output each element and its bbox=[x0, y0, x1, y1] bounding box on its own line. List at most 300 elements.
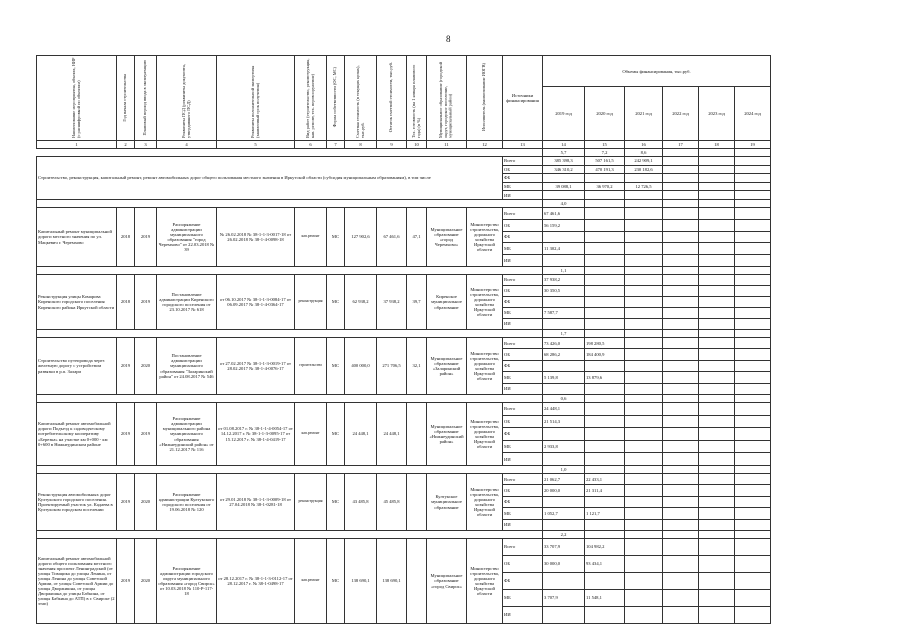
header-psd: Реквизиты ПСД (реквизиты документа, утвердившего ПСД) bbox=[157, 56, 217, 141]
fin-value bbox=[735, 338, 771, 349]
fin-value bbox=[625, 539, 663, 556]
fin-value bbox=[735, 372, 771, 383]
fin-value bbox=[543, 319, 585, 330]
ref-value: 1,7 bbox=[543, 330, 585, 338]
project-name: Капитальный ремонт автомобильной дороги Подъезд к садоводческому потребительскому кооперативу «Березка» на участке км 0+000 - км 0+600 в Нижнеудинском районе bbox=[37, 403, 117, 466]
fin-value bbox=[663, 539, 699, 556]
fin-value bbox=[543, 428, 585, 441]
fin-value: 37 938,2 bbox=[543, 275, 585, 286]
fin-value bbox=[663, 519, 699, 530]
fin-value bbox=[735, 496, 771, 507]
start-year: 2018 bbox=[117, 208, 135, 267]
section-total-row bbox=[37, 157, 771, 166]
fin-source: ФБ bbox=[503, 174, 543, 183]
fin-value bbox=[663, 556, 699, 573]
fin-value bbox=[735, 165, 771, 174]
psd-details: Распоряжение администрации муниципального образования "город Черемхово" от 22.03.2018 № 39 bbox=[157, 208, 217, 267]
fin-value: 39 088,1 bbox=[543, 182, 585, 191]
header-municipality: Муниципальное образование (городской округ, городское поселение, муниципальный район) bbox=[427, 56, 467, 141]
fin-source: МБ bbox=[503, 440, 543, 453]
fin-value: 93 434,1 bbox=[585, 556, 625, 573]
fin-value: 470 191,3 bbox=[585, 165, 625, 174]
project-ref-row bbox=[37, 200, 771, 208]
fin-value: 73 426,0 bbox=[543, 338, 585, 349]
remaining-cost: 67 461,6 bbox=[377, 208, 407, 267]
fin-value: 346 310,2 bbox=[543, 165, 585, 174]
ownership: МС bbox=[327, 338, 345, 395]
fin-value bbox=[585, 286, 625, 297]
project-fin-row bbox=[37, 539, 771, 556]
year-2019: 2019 год bbox=[543, 87, 585, 141]
fin-value bbox=[625, 231, 663, 243]
fin-value bbox=[663, 191, 699, 200]
fin-value bbox=[625, 496, 663, 507]
fin-value bbox=[735, 519, 771, 530]
fin-value bbox=[585, 208, 625, 220]
fin-value: 3 707,9 bbox=[543, 590, 585, 607]
year-2021: 2021 год bbox=[625, 87, 663, 141]
fin-value bbox=[699, 403, 735, 416]
fin-value bbox=[735, 453, 771, 466]
fin-value bbox=[735, 286, 771, 297]
fin-value bbox=[543, 174, 585, 183]
fin-source: ИИ bbox=[503, 319, 543, 330]
expertise-details: от 01.08.2017 г. № 38-1-1-4-0054-17 от 14.12.2017 г. № 38-1-1-3-0095-17 от 15.12.2017 г. № 38-1-4-0419-17 bbox=[217, 403, 295, 466]
fin-value bbox=[699, 297, 735, 308]
fin-value bbox=[699, 556, 735, 573]
start-year: 2019 bbox=[117, 474, 135, 531]
fin-value bbox=[585, 219, 625, 231]
fin-value bbox=[585, 174, 625, 183]
column-number: 9 bbox=[377, 141, 407, 149]
executor: Министерство строительства, дорожного хозяйства Иркутской области bbox=[467, 474, 503, 531]
fin-value: 7 587,7 bbox=[543, 308, 585, 319]
fin-value bbox=[585, 415, 625, 428]
fin-value: 1 052,7 bbox=[543, 508, 585, 519]
expertise-details: от 27.02.2017 № 38-1-1-3-0019-17 от 28.02.2017 № 38-1-4-0076-17 bbox=[217, 338, 295, 395]
fin-value bbox=[735, 191, 771, 200]
fin-value bbox=[699, 338, 735, 349]
psd-details: Постановление администрации муниципального образования "Заларинский район" от 24.08.2017 № 546 bbox=[157, 338, 217, 395]
expertise-details: № 26.02.2018 № 38-1-1-3-0017-18 от 26.02.2018 № 38-1-4-0098-18 bbox=[217, 208, 295, 267]
fin-value bbox=[699, 243, 735, 255]
fin-value bbox=[625, 243, 663, 255]
fin-value bbox=[699, 539, 735, 556]
fin-value: 507 161,5 bbox=[585, 157, 625, 166]
psd-details: Распоряжение администрации городского округа муниципального образования «город Свирск» от 10.03.2018 № 110-Р-117-18 bbox=[157, 539, 217, 624]
column-number: 4 bbox=[157, 141, 217, 149]
fin-value: 33 707,9 bbox=[543, 539, 585, 556]
fin-source: ИИ bbox=[503, 191, 543, 200]
financing-table bbox=[36, 55, 771, 624]
readiness: 32,1 bbox=[407, 338, 427, 395]
fin-value bbox=[585, 191, 625, 200]
column-number: 12 bbox=[467, 141, 503, 149]
executor: Министерство строительства, дорожного хозяйства Иркутской области bbox=[467, 208, 503, 267]
fin-value bbox=[699, 496, 735, 507]
fin-value bbox=[625, 453, 663, 466]
fin-source: Всего bbox=[503, 338, 543, 349]
column-number: 8 bbox=[345, 141, 377, 149]
municipality: Муниципальное образование «Нижнеудинский район» bbox=[427, 403, 467, 466]
fin-value bbox=[625, 519, 663, 530]
column-number: 15 bbox=[585, 141, 625, 149]
column-number: 11 bbox=[427, 141, 467, 149]
fin-source: ОБ bbox=[503, 286, 543, 297]
project-name: Реконструкция автомобильных дорог Култукского городского поселения. Проектируемый участок ул. Кадаева в Култукском городском поселении bbox=[37, 474, 117, 531]
fin-value bbox=[699, 440, 735, 453]
fin-value: 36 970,2 bbox=[585, 182, 625, 191]
ownership: МС bbox=[327, 539, 345, 624]
header-expertise: Реквизиты положительной экспертизы (заявленный срок получения) bbox=[217, 56, 295, 141]
end-year: 2020 bbox=[135, 474, 157, 531]
column-number: 10 bbox=[407, 141, 427, 149]
fin-source: Всего bbox=[503, 474, 543, 485]
fin-value: 21 514,3 bbox=[543, 415, 585, 428]
expertise-details: от 29.01.2018 № 38-1-1-3-0009-18 от 27.04.2018 № 38-1-0281-18 bbox=[217, 474, 295, 531]
column-number: 5 bbox=[217, 141, 295, 149]
fin-value: 104 982,2 bbox=[585, 539, 625, 556]
ref-value: 8,6 bbox=[625, 149, 663, 157]
fin-value bbox=[625, 428, 663, 441]
psd-details: Распоряжение администрации Култукского городского поселения от 19.06.2018 № 120 bbox=[157, 474, 217, 531]
header-row bbox=[37, 56, 771, 87]
fin-value bbox=[663, 208, 699, 220]
fin-source: ИИ bbox=[503, 519, 543, 530]
fin-value bbox=[663, 360, 699, 371]
fin-value: 230 182,6 bbox=[625, 165, 663, 174]
fin-value bbox=[543, 255, 585, 267]
ownership: МС bbox=[327, 275, 345, 330]
fin-value bbox=[699, 157, 735, 166]
fin-source: Всего bbox=[503, 539, 543, 556]
project-ref-row bbox=[37, 267, 771, 275]
fin-value bbox=[699, 208, 735, 220]
fin-value bbox=[663, 403, 699, 416]
fin-value: 20 000,0 bbox=[543, 485, 585, 496]
header-start-year: Год начала строительства bbox=[117, 56, 135, 141]
fin-value bbox=[663, 231, 699, 243]
fin-value bbox=[625, 174, 663, 183]
fin-value bbox=[625, 485, 663, 496]
start-year: 2019 bbox=[117, 338, 135, 395]
section-title: Строительство, реконструкция, капитальный ремонт, ремонт автомобильных дорог общего пользования местного значения в Иркутской области (субсидия муниципальным образованиям), в том числе bbox=[37, 157, 503, 200]
fin-value bbox=[699, 474, 735, 485]
estimated-cost: 127 902,6 bbox=[345, 208, 377, 267]
fin-value bbox=[735, 590, 771, 607]
fin-value bbox=[625, 255, 663, 267]
fin-source: ОБ bbox=[503, 219, 543, 231]
remaining-cost: 271 706,5 bbox=[377, 338, 407, 395]
fin-value: 67 461,6 bbox=[543, 208, 585, 220]
fin-value bbox=[699, 182, 735, 191]
start-year: 2019 bbox=[117, 539, 135, 624]
fin-value bbox=[585, 519, 625, 530]
header-readiness: Тех. готовность (на 1 января планового года) (в %) bbox=[407, 56, 427, 141]
fin-value bbox=[735, 182, 771, 191]
fin-value bbox=[663, 182, 699, 191]
fin-value bbox=[663, 508, 699, 519]
header-estimated-cost: Сметная стоимость (в текущих ценах), тыс.руб. bbox=[345, 56, 377, 141]
header-work-type: Вид работ (строительство, реконструкция, кап. ремонт, тех. перевооружение) bbox=[295, 56, 327, 141]
fin-source: ОБ bbox=[503, 556, 543, 573]
fin-value: 12 726,5 bbox=[625, 182, 663, 191]
fin-value bbox=[735, 349, 771, 360]
fin-source: ФБ bbox=[503, 428, 543, 441]
fin-value bbox=[543, 496, 585, 507]
fin-value bbox=[699, 219, 735, 231]
fin-value bbox=[543, 360, 585, 371]
fin-value bbox=[699, 231, 735, 243]
fin-value: 2 933,8 bbox=[543, 440, 585, 453]
fin-value bbox=[735, 440, 771, 453]
fin-value bbox=[625, 415, 663, 428]
fin-value bbox=[663, 338, 699, 349]
fin-value bbox=[585, 440, 625, 453]
fin-value bbox=[585, 231, 625, 243]
fin-value bbox=[625, 297, 663, 308]
fin-value: 68 286,2 bbox=[543, 349, 585, 360]
fin-value bbox=[543, 383, 585, 394]
readiness bbox=[407, 539, 427, 624]
column-number: 1 bbox=[37, 141, 117, 149]
fin-source: Всего bbox=[503, 208, 543, 220]
fin-value bbox=[699, 308, 735, 319]
column-number: 14 bbox=[543, 141, 585, 149]
fin-value bbox=[585, 453, 625, 466]
end-year: 2019 bbox=[135, 403, 157, 466]
year-2020: 2020 год bbox=[585, 87, 625, 141]
fin-value bbox=[585, 403, 625, 416]
fin-value bbox=[735, 174, 771, 183]
fin-value bbox=[735, 573, 771, 590]
fin-value bbox=[699, 275, 735, 286]
fin-value bbox=[585, 383, 625, 394]
fin-value bbox=[735, 360, 771, 371]
fin-value bbox=[625, 607, 663, 624]
fin-value: 21 062,7 bbox=[543, 474, 585, 485]
fin-source: ОБ bbox=[503, 415, 543, 428]
fin-source: ОБ bbox=[503, 349, 543, 360]
fin-value bbox=[735, 275, 771, 286]
project-ref-row bbox=[37, 395, 771, 403]
fin-value bbox=[663, 297, 699, 308]
fin-value bbox=[663, 485, 699, 496]
fin-value bbox=[663, 243, 699, 255]
fin-value bbox=[699, 415, 735, 428]
fin-value bbox=[625, 191, 663, 200]
fin-value bbox=[663, 428, 699, 441]
fin-value bbox=[663, 474, 699, 485]
fin-value bbox=[735, 231, 771, 243]
fin-value bbox=[663, 383, 699, 394]
start-year: 2018 bbox=[117, 275, 135, 330]
fin-value bbox=[735, 607, 771, 624]
fin-value bbox=[663, 372, 699, 383]
fin-value bbox=[585, 243, 625, 255]
remaining-cost: 24 448,1 bbox=[377, 403, 407, 466]
remaining-cost: 45 485,8 bbox=[377, 474, 407, 531]
fin-value bbox=[625, 360, 663, 371]
estimated-cost: 62 938,2 bbox=[345, 275, 377, 330]
fin-value bbox=[625, 590, 663, 607]
fin-value bbox=[663, 415, 699, 428]
column-number: 19 bbox=[735, 141, 771, 149]
fin-source: ИИ bbox=[503, 383, 543, 394]
fin-value: 56 159,2 bbox=[543, 219, 585, 231]
ownership: МС bbox=[327, 403, 345, 466]
fin-source: ИИ bbox=[503, 453, 543, 466]
end-year: 2020 bbox=[135, 539, 157, 624]
fin-source: МБ bbox=[503, 590, 543, 607]
fin-value bbox=[699, 519, 735, 530]
fin-value bbox=[663, 165, 699, 174]
fin-value bbox=[543, 607, 585, 624]
fin-value bbox=[699, 573, 735, 590]
ownership: МС bbox=[327, 474, 345, 531]
fin-source: ИИ bbox=[503, 255, 543, 267]
column-number: 2 bbox=[117, 141, 135, 149]
fin-value: 184 400,9 bbox=[585, 349, 625, 360]
end-year: 2020 bbox=[135, 338, 157, 395]
municipality: Муниципальное образование «Заларинский район» bbox=[427, 338, 467, 395]
fin-value bbox=[699, 360, 735, 371]
header-fin-source: Источники финансирования bbox=[503, 56, 543, 141]
fin-value bbox=[543, 519, 585, 530]
fin-value bbox=[699, 508, 735, 519]
fin-value bbox=[663, 590, 699, 607]
fin-value bbox=[625, 383, 663, 394]
expertise-details: от 28.12.2017 г. № 38-1-1-3-0112-17 от 28.12.2017 г. № 38-1-0498-17 bbox=[217, 539, 295, 624]
work-type: реконструкция bbox=[295, 474, 327, 531]
fin-value bbox=[585, 308, 625, 319]
readiness bbox=[407, 403, 427, 466]
project-ref-row bbox=[37, 330, 771, 338]
fin-value: 5 139,8 bbox=[543, 372, 585, 383]
fin-value bbox=[585, 496, 625, 507]
fin-value bbox=[663, 157, 699, 166]
fin-value bbox=[735, 208, 771, 220]
project-ref-row bbox=[37, 466, 771, 474]
fin-source: МБ bbox=[503, 243, 543, 255]
fin-value bbox=[585, 319, 625, 330]
fin-source: ИИ bbox=[503, 607, 543, 624]
municipality: Муниципальное образование «город Свирск» bbox=[427, 539, 467, 624]
fin-value bbox=[735, 297, 771, 308]
ref-value: 7,2 bbox=[585, 149, 625, 157]
executor: Министерство строительства, дорожного хозяйства Иркутской области bbox=[467, 403, 503, 466]
fin-value: 11 548,1 bbox=[585, 590, 625, 607]
fin-value bbox=[585, 297, 625, 308]
header-fin-title: Объемы финансирования, тыс.руб. bbox=[543, 56, 771, 87]
fin-value bbox=[735, 485, 771, 496]
column-number-row bbox=[37, 141, 771, 149]
fin-value bbox=[699, 372, 735, 383]
fin-value: 198 280,5 bbox=[585, 338, 625, 349]
fin-source: ОБ bbox=[503, 485, 543, 496]
municipality: Киренское муниципальное образование bbox=[427, 275, 467, 330]
fin-source: Всего bbox=[503, 403, 543, 416]
fin-value bbox=[663, 219, 699, 231]
ref-value: 1,1 bbox=[543, 267, 585, 275]
project-fin-row bbox=[37, 275, 771, 286]
ref-value: 2,2 bbox=[543, 531, 585, 539]
fin-source: ФБ bbox=[503, 496, 543, 507]
municipality: Култукское муниципальное образование bbox=[427, 474, 467, 531]
column-number: 6 bbox=[295, 141, 327, 149]
ref-value: 5,7 bbox=[543, 149, 585, 157]
ref-value: 0,6 bbox=[543, 395, 585, 403]
header-executor: Исполнитель (наименование ИОГВ) bbox=[467, 56, 503, 141]
fin-value bbox=[625, 286, 663, 297]
project-fin-row bbox=[37, 338, 771, 349]
fin-value: 13 879,6 bbox=[585, 372, 625, 383]
fin-value bbox=[663, 496, 699, 507]
municipality: Муниципальное образование «город Черемхово» bbox=[427, 208, 467, 267]
project-fin-row bbox=[37, 474, 771, 485]
fin-value: 22 433,1 bbox=[585, 474, 625, 485]
fin-source: ФБ bbox=[503, 297, 543, 308]
fin-value bbox=[735, 508, 771, 519]
estimated-cost: 138 690,1 bbox=[345, 539, 377, 624]
fin-value bbox=[663, 440, 699, 453]
fin-value bbox=[663, 607, 699, 624]
fin-value: 24 448,1 bbox=[543, 403, 585, 416]
fin-value bbox=[699, 485, 735, 496]
fin-source: ОБ bbox=[503, 165, 543, 174]
expertise-details: от 06.10.2017 № 38-1-1-3-0084-17 от 06.09.2017 № 38-1-4-0364-17 bbox=[217, 275, 295, 330]
fin-value bbox=[699, 607, 735, 624]
project-name: Строительство путепровода через железную дорогу с устройством развязки в р.п. Залари bbox=[37, 338, 117, 395]
fin-value bbox=[735, 556, 771, 573]
executor: Министерство строительства, дорожного хозяйства Иркутской области bbox=[467, 338, 503, 395]
header-commission-period: Плановый период ввода в эксплуатацию bbox=[135, 56, 157, 141]
fin-source: МБ bbox=[503, 372, 543, 383]
start-year: 2019 bbox=[117, 403, 135, 466]
remaining-cost: 37 938,2 bbox=[377, 275, 407, 330]
executor: Министерство строительства, дорожного хозяйства Иркутской области bbox=[467, 539, 503, 624]
fin-source: Всего bbox=[503, 157, 543, 166]
project-name: Капитальный ремонт автомобильной дороги общего пользования местного значения проспект Ленинградский (от улицы Тимщика до улицы Ленина, от улицы Ленина до улицы Советской Армии, от улицы Советской Армии до улицы Дворжишна, от улицы Дворжишна до улицы Бабкина, от улицы Бабкина до АТП) в г. Свирске (2 этап) bbox=[37, 539, 117, 624]
fin-value bbox=[663, 453, 699, 466]
psd-details: Распоряжение администрации муниципального района муниципального образования «Нижнеудинский район» от 21.12.2017 № 116 bbox=[157, 403, 217, 466]
fin-source: Всего bbox=[503, 275, 543, 286]
fin-value bbox=[663, 174, 699, 183]
fin-value bbox=[735, 243, 771, 255]
fin-value bbox=[735, 219, 771, 231]
fin-value bbox=[699, 165, 735, 174]
fin-value bbox=[543, 453, 585, 466]
ref-value: 4,0 bbox=[543, 200, 585, 208]
fin-value bbox=[699, 453, 735, 466]
fin-value bbox=[625, 308, 663, 319]
fin-value bbox=[735, 157, 771, 166]
fin-value bbox=[735, 255, 771, 267]
end-year: 2019 bbox=[135, 208, 157, 267]
ref-value: 1,0 bbox=[543, 466, 585, 474]
fin-value bbox=[663, 308, 699, 319]
end-year: 2019 bbox=[135, 275, 157, 330]
fin-value bbox=[585, 275, 625, 286]
fin-value bbox=[699, 319, 735, 330]
fin-value bbox=[699, 349, 735, 360]
executor: Министерство строительства, дорожного хозяйства Иркутской области bbox=[467, 275, 503, 330]
fin-value bbox=[699, 590, 735, 607]
psd-details: Постановление администрации Киренского городского поселения от 23.10.2017 № 618 bbox=[157, 275, 217, 330]
readiness bbox=[407, 474, 427, 531]
readiness: 39,7 bbox=[407, 275, 427, 330]
fin-value bbox=[663, 319, 699, 330]
